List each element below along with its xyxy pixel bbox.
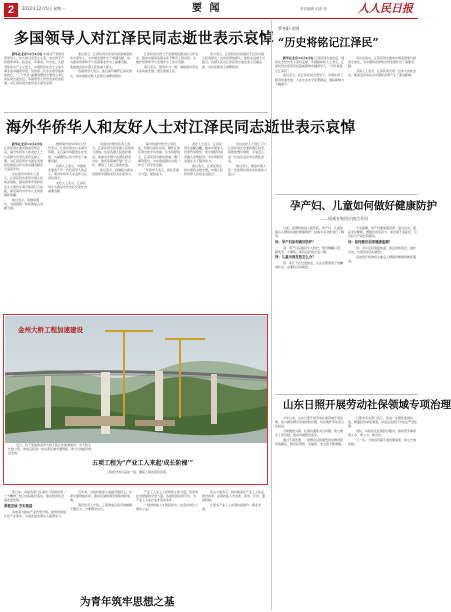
article1-headline: 多国领导人对江泽民同志逝世表示哀悼 — [14, 29, 275, 47]
bridge-photo — [5, 316, 267, 443]
health-headline: 孕产妇、儿童如何做好健康防护 — [290, 200, 437, 212]
health-col1: 当前，疫情防控进入新阶段。孕产妇、儿童等重点人群如何做好健康防护？权威专家对此进行了解答。 问：孕产妇如何做好防护？ 答：孕产妇应做好个人防护，规范佩戴口罩，勤洗手，少聚集，保持良好的生活习惯。 问：儿童出现发热怎么办？ 答：家长不必过度焦虑，应注意观察孩子的精神状态，必要时及时就医。 — [275, 226, 345, 270]
commentary-col1: 新华社北京12月4日电 江泽民同志逝世后，国际社会纷纷表示深切哀悼。多国媒体和人士表示，江泽民同志是享有崇高威望的卓越领导人，“历史将铭记江泽民”。 他们表示，在江泽民同志领导下，中国实现了经济快速发展，人民生活水平显著提高，国际影响力大幅提升。 — [275, 56, 345, 86]
health-subhead: ——权威专家回应热点关切 — [320, 216, 368, 221]
article2-col6: 多位友好人士回忆了与江泽民同志会面的难忘时光，称赞他博学睿智、平易近人，是一位具有远见卓识的政治家。 他们表示，相信中国人民一定能够实现中华民族伟大复兴。 — [228, 142, 268, 177]
shandong-col1: 今年以来，山东日照开展劳动社保领域专项治理，着力解决群众急难愁盼问题，切实维护劳动者合法权益。 当地聚焦欠薪、社保待遇等突出问题，建立健全工作机制，推动问题整改落实。 通过专项治理，一批群众反映强烈的问题得到有效解决，群众获得感、幸福感、安全感不断增强。 — [275, 416, 345, 447]
bottom-headline: 为青年筑牢思想之基 — [80, 596, 175, 608]
lower-col3: 产业工人是工人阶级的主体力量，是创造社会财富的中坚力量。各地积极搭建平台，为产业工人成长成才创造条件。 一批批技能人才脱颖而出，在各自岗位上建功立业。 — [136, 490, 199, 512]
masthead-rule — [4, 18, 418, 19]
shandong-headline: 山东日照开展劳动社保领域专项治理 — [283, 399, 451, 411]
section-title: 要 闻 — [192, 3, 222, 14]
article1-col2: 他们表示，江泽民同志是享有崇高威望的杰出领导人，为中国发展作出了卓越贡献，也为推动世界和平与发展事业作出了重要贡献，他的逝世是中国人民的重大损失。 各国领导人表示，他们深切缅怀江泽民同志，向中国政府和人民致以诚挚的慰问。 — [70, 52, 133, 78]
commentary-headline: “历史将铭记江泽民” — [278, 36, 379, 49]
article2-col4: 海外侨团纷纷设立吊唁处，侨胞们前往吊唁，缅怀江泽民同志的丰功伟绩。许多侨胞表示，江泽民同志推动香港、澳门顺利回归，为实现祖国完全统一作出了历史性贡献。 华侨华人表示，将化悲痛为力量，团结奋斗。 — [138, 142, 181, 177]
article2-col2: 旅居海外的华侨华人纷纷表示，江泽民同志心系海外侨胞，关心海外侨胞的生存发展，为凝聚侨心侨力作出了重要贡献。 侨界人士表示，中国的发展离不开一代代领导人的奋斗，海外华侨华人永远怀念江泽民同志。 友好人士表示，江泽民同志为推动中外友好交流作出重要贡献。 — [48, 142, 88, 194]
lower-col2: 近年来，当地持续加大基础设施投入，完善交通网络布局，推动区域协调发展取得新成效。 项目负责人介绍，工程建成后将有效缓解交通压力，方便群众出行。 — [70, 490, 133, 512]
article2-headline: 海外华侨华人和友好人士对江泽民同志逝世表示哀悼 — [6, 118, 356, 136]
photo-caption-text: 近日，位于某地的金州大桥工程正在加速建设。该大桥全长数公里，建成后将进一步完善区域交通网络，助力当地经济社会发展。 — [8, 443, 93, 456]
commentary-col2: 有评论指出，江泽民同志推动中国深度参与经济全球化，为中国和世界的共同发展作出了重要贡献。 多国人士表示，江泽民同志是一位伟大的政治家，他的远见卓识对中国和世界产生了深远影响。 — [348, 56, 417, 78]
photo-overlay-title: 金州大桥工程加速建设 — [18, 326, 83, 334]
issue-date: 2022年12月5日 星期一 — [22, 6, 66, 11]
photo-caption-text-2: 工程建设者们奋战一线，确保工程质量和进度。 — [106, 470, 170, 474]
lower-col4: 有关方面表示，将持续深化产业工人队伍建设改革，完善技能人才培养、使用、评价、激励机制。 让更多产业工人实现技能提升、职业发展。 — [202, 490, 266, 512]
article2-col5: 友好人士表示，江泽民同志高瞻远瞩，推动中国加入世界贸易组织，使中国经济深度融入世界经济，为世界经济发展注入了强劲动力。 他们表示，江泽民同志的功绩将永载史册，中国人民和世界人民将永远铭记。 — [184, 142, 224, 177]
article1-col3: 江泽民同志致力于发展同各国友好合作关系，推动中国同各国关系不断迈上新台阶，为维护世界和平与发展作出了杰出贡献。 他们表示，愿同中方一道，继续推动双边关系向前发展，惠及两国人民。 — [136, 52, 199, 74]
lower-col1: 连日来，各地各部门认真学习贯彻党的二十大精神，结合实际抓好落实，推动经济社会高质量发展。 厚植发展 夯实根基 各地着力推动产业转型升级，加快构建现代化产业体系，为高质量发展注入强劲动力。 — [4, 490, 67, 518]
photo-caption-headline: 五项工程为“产业工人来起‘成长阶梯’” — [92, 460, 194, 467]
newspaper-logo: 人人民日报 — [358, 2, 413, 15]
article2-col3: 多国友好组织负责人表示，江泽民同志是中国人民的伟大领袖，也是各国人民的好朋友。他推动中国与各国在经济、文化、教育等领域开展广泛合作，增进了人民之间的友谊。 他们表示，将继续为推动各国同中国的友好关系而努力。 — [92, 142, 135, 177]
article1-col4: 各方表示，江泽民同志的逝世不仅是中国人民的损失，也是世界的损失，他将永远被人们铭记。各国人民对江泽民同志逝世表示沉痛哀悼，对其家属表示诚挚慰问。 — [202, 52, 266, 69]
shandong-col2: 日照市有关部门表示，将进一步强化监督检查，畅通投诉举报渠道，对违法违规行为依法严肃处理。 同时，持续优化社保经办服务，推动更多事项网上办、掌上办、就近办。 下一步，当地将巩固专项治理成果，建立长效机制。 — [348, 416, 418, 447]
health-col2: 专家提醒，孕产妇要加强营养，适当运动，保证充足睡眠，增强自身免疫力。如出现不适症状，应及时与产检医院联系。 问：如何做好居家健康监测？ 答：可以定时测量体温，留意身体变化，做好记录，出现异常及时就医。 各地医疗机构将为重点人群提供便捷的就医服务。 — [348, 226, 418, 263]
editor-line: 责任编辑 田泽 张 — [300, 7, 327, 11]
commentary-kicker: 罗冬阳·光明 — [278, 26, 300, 31]
article2-col1: 新华社北京12月4日电 江泽民同志逝世的消息传出后，海外华侨华人和友好人士以各种方式表达深切哀悼之情，对江泽民同志为国家发展和民族复兴作出的卓越贡献给予高度评价。 多位海外华侨华人表示，江泽民同志领导中国人民锐意进取，推动改革开放和社会主义现代化建设取得巨大成就，深受海内外中华儿女的崇敬和爱戴。 他们表示，将继承遗志，为祖国统一和民族复兴贡献力量。 — [4, 142, 44, 211]
page-number: 2 — [4, 3, 18, 17]
article1-col1: 新华社北京12月4日电 中国共产党的优秀领导人，伟大的马克思主义者，杰出的无产阶级革命家、政治家、军事家、外交家，久经考验的共产主义战士，中国特色社会主义伟大事业的卓越领导者，党的第三代中央领导集体的核心，“三个代表”重要思想的主要创立者江泽民同志逝世后，多国领导人纷纷发来唁电唁函，对江泽民同志逝世表示深切哀悼。 — [4, 52, 65, 86]
